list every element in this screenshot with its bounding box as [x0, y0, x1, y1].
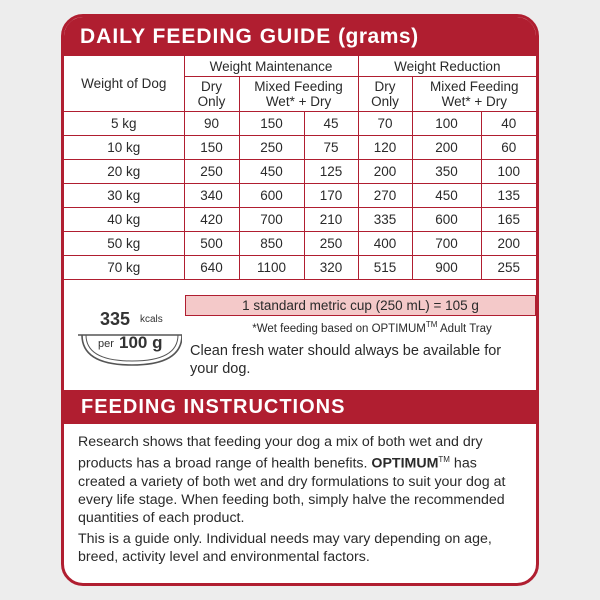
weight-cell: 20 kg [64, 160, 184, 184]
value-cell: 335 [358, 208, 412, 232]
table-row [64, 184, 536, 208]
value-cell: 135 [481, 184, 536, 208]
weight-cell: 30 kg [64, 184, 184, 208]
maintenance-mixed-header: Mixed Feeding Wet* + Dry [239, 77, 358, 112]
value-cell: 600 [412, 208, 481, 232]
value-cell: 250 [239, 136, 304, 160]
weight-header: Weight of Dog [64, 56, 184, 112]
value-cell: 900 [412, 256, 481, 280]
water-note: Clean fresh water should always be available for your dog. [190, 343, 502, 377]
value-cell: 100 [481, 160, 536, 184]
value-cell: 90 [184, 112, 239, 136]
cup-conversion-note: 1 standard metric cup (250 mL) = 105 g [185, 295, 536, 316]
value-cell: 170 [304, 184, 358, 208]
value-cell: 450 [412, 184, 481, 208]
value-cell: 100 [412, 112, 481, 136]
kcal-value: 335 [100, 309, 131, 329]
instructions-paragraph-1: Research shows that feeding your dog a mix of both wet and dry products has a broad range of health benefits. OPTIMUM™ has created a variety of both wet and dry formulations to suit your dog at every life stage. When feeding both, simply halve the recommended quantities of each product. [78, 434, 506, 526]
value-cell: 700 [412, 232, 481, 256]
value-cell: 150 [239, 112, 304, 136]
table-row [64, 136, 536, 160]
table-row [64, 112, 536, 136]
value-cell: 70 [358, 112, 412, 136]
value-cell: 320 [304, 256, 358, 280]
table-row [64, 256, 536, 280]
weight-cell: 50 kg [64, 232, 184, 256]
value-cell: 850 [239, 232, 304, 256]
weight-cell: 5 kg [64, 112, 184, 136]
instructions-header: FEEDING INSTRUCTIONS [64, 390, 536, 424]
value-cell: 340 [184, 184, 239, 208]
value-cell: 640 [184, 256, 239, 280]
table-row [64, 232, 536, 256]
value-cell: 200 [412, 136, 481, 160]
feeding-guide-title: DAILY FEEDING GUIDE [80, 25, 332, 48]
value-cell: 600 [239, 184, 304, 208]
feeding-table [64, 55, 536, 280]
value-cell: 515 [358, 256, 412, 280]
value-cell: 270 [358, 184, 412, 208]
value-cell: 165 [481, 208, 536, 232]
value-cell: 200 [481, 232, 536, 256]
value-cell: 255 [481, 256, 536, 280]
kcal-unit: kcals [140, 314, 163, 325]
value-cell: 120 [358, 136, 412, 160]
kcal-badge [72, 309, 182, 373]
value-cell: 150 [184, 136, 239, 160]
feeding-guide-header [64, 17, 536, 55]
instructions-body [78, 433, 528, 569]
kcal-per: per [98, 338, 114, 350]
reduction-header: Weight Reduction [358, 56, 536, 77]
value-cell: 1100 [239, 256, 304, 280]
value-cell: 75 [304, 136, 358, 160]
weight-cell: 70 kg [64, 256, 184, 280]
table-row [64, 208, 536, 232]
weight-cell: 10 kg [64, 136, 184, 160]
kcal-amount: 100 g [119, 333, 163, 352]
value-cell: 250 [184, 160, 239, 184]
reduction-dry-header: Dry Only [358, 77, 412, 112]
instructions-paragraph-2: This is a guide only. Individual needs may vary depending on age, breed, activity level and environmental factors. [78, 530, 492, 565]
table-row [64, 160, 536, 184]
value-cell: 200 [358, 160, 412, 184]
feeding-guide-card [61, 14, 539, 586]
value-cell: 400 [358, 232, 412, 256]
feeding-guide-unit: (grams) [338, 25, 419, 48]
wet-feeding-note: *Wet feeding based on OPTIMUM™ Adult Tray [252, 320, 492, 335]
value-cell: 700 [239, 208, 304, 232]
reduction-mixed-header: Mixed Feeding Wet* + Dry [412, 77, 536, 112]
value-cell: 40 [481, 112, 536, 136]
value-cell: 125 [304, 160, 358, 184]
maintenance-header: Weight Maintenance [184, 56, 358, 77]
value-cell: 350 [412, 160, 481, 184]
value-cell: 450 [239, 160, 304, 184]
value-cell: 420 [184, 208, 239, 232]
value-cell: 45 [304, 112, 358, 136]
value-cell: 210 [304, 208, 358, 232]
maintenance-dry-header: Dry Only [184, 77, 239, 112]
value-cell: 60 [481, 136, 536, 160]
value-cell: 500 [184, 232, 239, 256]
value-cell: 250 [304, 232, 358, 256]
weight-cell: 40 kg [64, 208, 184, 232]
